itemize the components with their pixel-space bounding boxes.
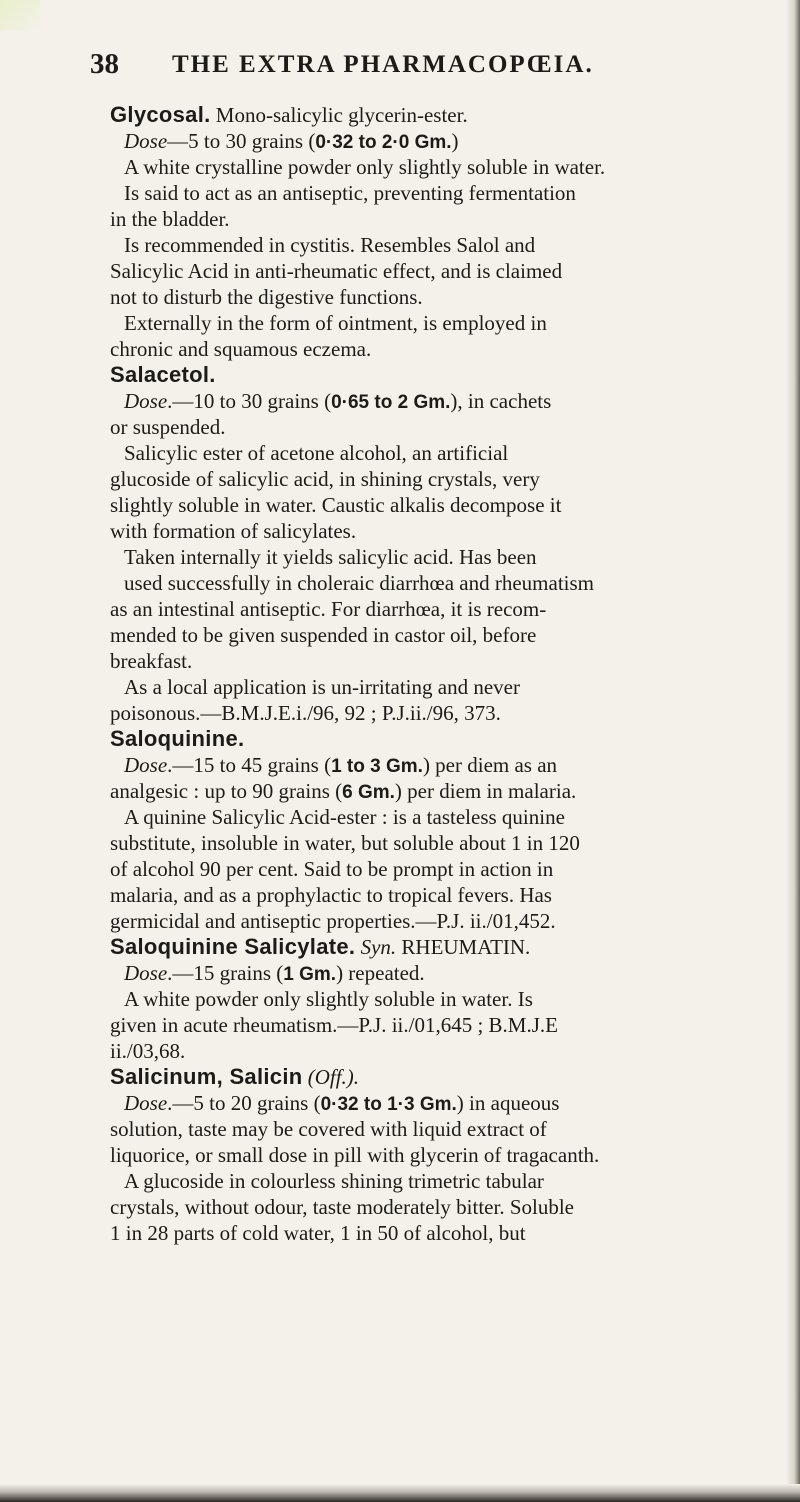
text-line: crystals, without odour, taste moderately bitter. Soluble [110, 1195, 574, 1219]
text-line: solution, taste may be covered with liquid extract of [110, 1117, 547, 1141]
dose-line [110, 960, 790, 986]
text-line: Is recommended in cystitis. Resembles Salol and [124, 233, 536, 257]
entry-heading-saloquinine [110, 726, 790, 752]
synonym: RHEUMATIN. [401, 935, 531, 959]
text-line: or suspended. [110, 415, 226, 439]
text-line: in the bladder. [110, 207, 230, 231]
dose-label: Dose [124, 961, 168, 985]
text-line: poisonous.—B.M.J.E.i./96, 92 ; P.J.ii./96, 373. [110, 701, 501, 725]
page-body [110, 102, 790, 1246]
official-mark: (Off.). [307, 1065, 360, 1089]
entry-title: Salicinum, Salicin [110, 1064, 303, 1089]
text-line [110, 778, 790, 804]
page-corner-stain [0, 0, 40, 30]
text-line: of alcohol 90 per cent. Said to be prompt in action in [110, 857, 554, 881]
text-line: liquorice, or small dose in pill with glycerin of tragacanth. [110, 1143, 600, 1167]
page-header [90, 36, 790, 86]
text-line: malaria, and as a prophylactic to tropical fevers. Has [110, 883, 552, 907]
text-line: used successfully in choleraic diarrhœa and rheumatism [124, 571, 595, 595]
dose-text: .—10 to 30 grains ( [167, 389, 332, 413]
dose-tail: ) repeated. [336, 961, 425, 985]
text-segment: analgesic : up to 90 grains ( [110, 779, 343, 803]
dose-metric: 1 Gm. [283, 964, 337, 985]
text-line: 1 in 28 parts of cold water, 1 in 50 of alcohol, but [110, 1221, 526, 1245]
text-line: ii./03,68. [110, 1039, 186, 1063]
entry-subtitle: Mono-salicylic glycerin-ester. [215, 103, 468, 127]
dose-label: Dose [124, 753, 168, 777]
entry-heading-saloquinine-salicylate [110, 934, 790, 960]
page-bottom-shadow [0, 1484, 800, 1502]
dose-line [110, 752, 790, 778]
dose-label: Dose [124, 1091, 168, 1115]
dose-metric: 0·32 to 1·3 Gm. [320, 1094, 457, 1115]
text-line: A white powder only slightly soluble in water. Is [124, 987, 533, 1011]
dose-text: .—5 to 20 grains ( [167, 1091, 321, 1115]
text-line: slightly soluble in water. Caustic alkalis decompose it [110, 493, 562, 517]
entry-title: Salacetol. [110, 362, 216, 387]
dose-line [110, 1090, 790, 1116]
text-line: Is said to act as an antiseptic, preventing fermentation [124, 181, 576, 205]
entry-heading-glycosal [110, 102, 790, 128]
text-line: substitute, insoluble in water, but soluble about 1 in 120 [110, 831, 580, 855]
text-line: not to disturb the digestive functions. [110, 285, 423, 309]
text-line: chronic and squamous eczema. [110, 337, 372, 361]
entry-title: Saloquinine Salicylate. [110, 934, 356, 959]
dose-metric: 0·65 to 2 Gm. [331, 392, 451, 413]
dose-label: Dose [124, 389, 168, 413]
dose-text: —5 to 30 grains ( [167, 129, 316, 153]
entry-heading-salicinum [110, 1064, 790, 1090]
dose-metric: 0·32 to 2·0 Gm. [315, 132, 452, 153]
dose-metric: 1 to 3 Gm. [331, 756, 423, 777]
dose-tail: ) per diem as an [422, 753, 558, 777]
text-line: Externally in the form of ointment, is employed in [124, 311, 547, 335]
running-title: THE EXTRA PHARMACOPŒIA. [172, 51, 594, 78]
text-line: A white crystalline powder only slightly soluble in water. [124, 155, 606, 179]
text-line: with formation of salicylates. [110, 519, 357, 543]
text-line: as an intestinal antiseptic. For diarrhœa, it is recom- [110, 597, 547, 621]
text-segment: ) per diem in malaria. [394, 779, 577, 803]
dose-metric: 6 Gm. [342, 782, 395, 803]
text-line: Salicylic Acid in anti-rheumatic effect, and is claimed [110, 259, 563, 283]
text-line: As a local application is un-irritating and never [124, 675, 520, 699]
dose-label: Dose [124, 129, 168, 153]
dose-tail: ) in aqueous [456, 1091, 560, 1115]
dose-text: .—15 to 45 grains ( [167, 753, 332, 777]
dose-line [110, 388, 790, 414]
dose-line [110, 128, 790, 154]
page-number: 38 [90, 48, 119, 80]
text-line: glucoside of salicylic acid, in shining crystals, very [110, 467, 540, 491]
text-line: Taken internally it yields salicylic acid. Has been [124, 545, 537, 569]
dose-close: ) [451, 129, 459, 153]
text-line: given in acute rheumatism.—P.J. ii./01,645 ; B.M.J.E [110, 1013, 558, 1037]
text-line: germicidal and antiseptic properties.—P.J. ii./01,452. [110, 909, 556, 933]
synonym-label: Syn. [360, 935, 397, 959]
entry-heading-salacetol [110, 362, 790, 388]
text-line: mended to be given suspended in castor oil, before [110, 623, 537, 647]
text-line: breakfast. [110, 649, 193, 673]
dose-text: .—15 grains ( [167, 961, 284, 985]
text-line: A quinine Salicylic Acid-ester : is a tasteless quinine [124, 805, 565, 829]
entry-title: Saloquinine. [110, 726, 245, 751]
dose-tail: ), in cachets [450, 389, 552, 413]
text-line: A glucoside in colourless shining trimetric tabular [124, 1169, 544, 1193]
entry-title: Glycosal. [110, 102, 211, 127]
text-line: Salicylic ester of acetone alcohol, an artificial [124, 441, 509, 465]
